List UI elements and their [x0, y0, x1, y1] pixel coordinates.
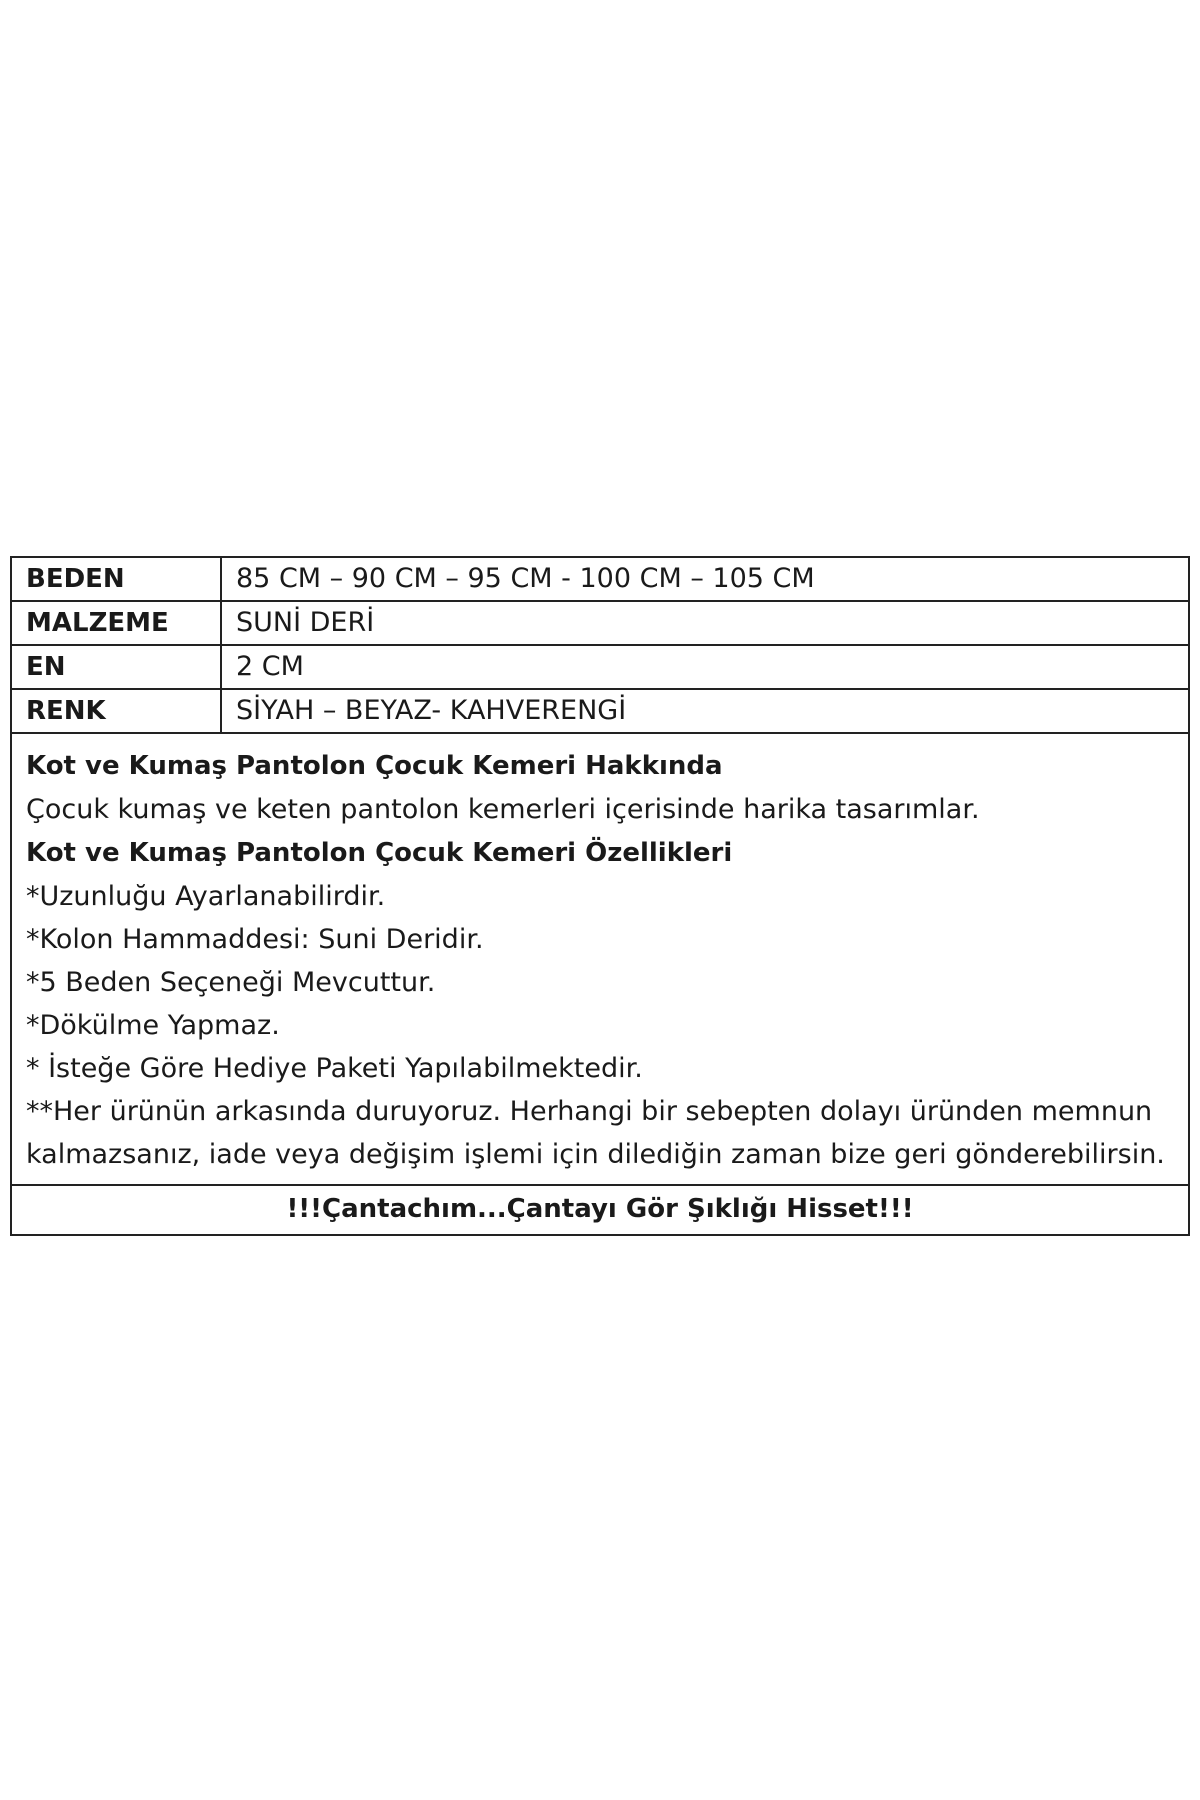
- spec-row-en: [12, 646, 1188, 690]
- about-heading: Kot ve Kumaş Pantolon Çocuk Kemeri Hakkında: [26, 751, 723, 781]
- feature-item: *Kolon Hammaddesi: Suni Deridir.: [26, 924, 484, 955]
- spec-value: SUNİ DERİ: [236, 607, 375, 638]
- features-heading: Kot ve Kumaş Pantolon Çocuk Kemeri Özellikleri: [26, 838, 733, 868]
- spec-row-malzeme: [12, 602, 1188, 646]
- brand-slogan: !!!Çantachım...Çantayı Gör Şıklığı Hisset!!!: [286, 1194, 914, 1224]
- feature-item: *Dökülme Yapmaz.: [26, 1010, 280, 1041]
- feature-item: *Uzunluğu Ayarlanabilirdir.: [26, 881, 386, 912]
- spec-label: RENK: [12, 690, 222, 732]
- spec-row-beden: [12, 558, 1188, 602]
- spec-value: SİYAH – BEYAZ- KAHVERENGİ: [236, 695, 627, 726]
- spec-label: MALZEME: [12, 602, 222, 644]
- feature-item: * İsteğe Göre Hediye Paketi Yapılabilmektedir.: [26, 1053, 643, 1084]
- product-info-table: [10, 556, 1190, 1236]
- product-description: [12, 734, 1188, 1186]
- spec-row-renk: [12, 690, 1188, 734]
- feature-item: *5 Beden Seçeneği Mevcuttur.: [26, 967, 436, 998]
- spec-label: EN: [12, 646, 222, 688]
- spec-label: BEDEN: [12, 558, 222, 600]
- about-text: Çocuk kumaş ve keten pantolon kemerleri içerisinde harika tasarımlar.: [26, 794, 980, 825]
- guarantee-note: **Her ürünün arkasında duruyoruz. Herhangi bir sebepten dolayı üründen memnun kalmazsanız, iade veya değişim işlemi için dilediğin zaman bize geri gönderebilirsin.: [26, 1096, 1165, 1170]
- spec-value: 85 CM – 90 CM – 95 CM - 100 CM – 105 CM: [236, 563, 815, 594]
- spec-value: 2 CM: [236, 651, 304, 682]
